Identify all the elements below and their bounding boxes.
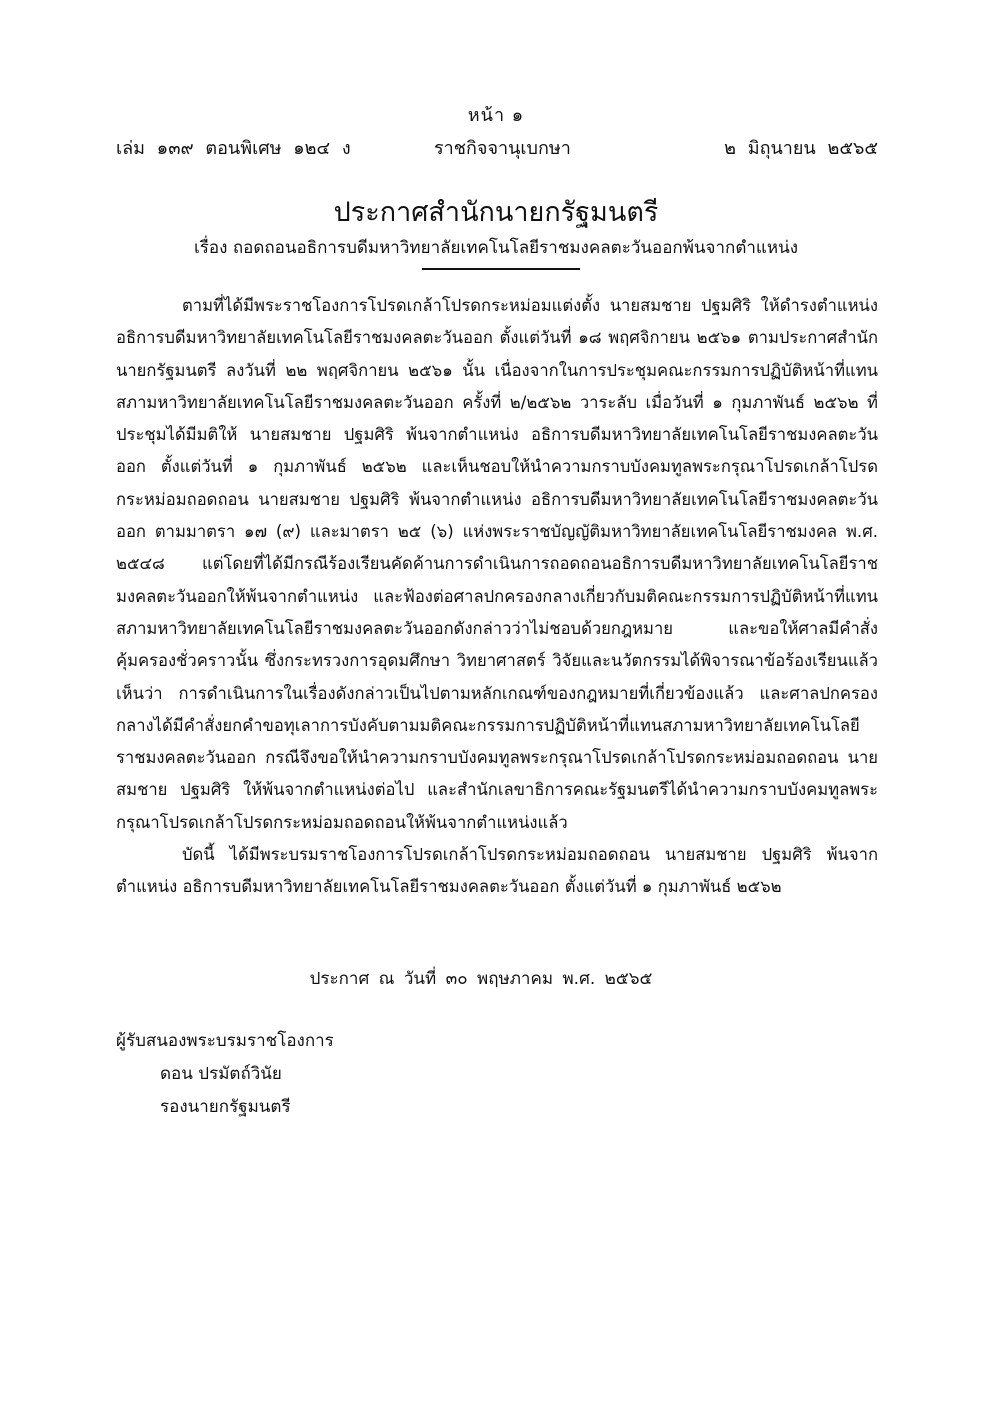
body-paragraph-2: บัดนี้ ได้มีพระบรมราชโองการโปรดเกล้าโปรดกระหม่อมถอดถอน นายสมชาย ปฐมศิริ พ้นจากตำแหน่ง อธิการบดีมหาวิทยาลัยเทคโนโลยีราชมงคลตะวันออก ตั้งแต่วันที่ ๑ กุมภาพันธ์ ๒๕๖๒ (116, 845, 878, 897)
signature-name: ดอน ปรมัตถ์วินัย (160, 1064, 282, 1084)
document-body (116, 290, 878, 904)
body-paragraph-1: ตามที่ได้มีพระราชโองการโปรดเกล้าโปรดกระหม่อมแต่งตั้ง นายสมชาย ปฐมศิริ ให้ดำรงตำแหน่ง อธิการบดีมหาวิทยาลัยเทคโนโลยีราชมงคลตะวันออก ตั้งแต่วันที่ ๑๘ พฤศจิกายน ๒๕๖๑ ตามประกาศสำนักนายกรัฐมนตรี ลงวันที่ ๒๒ พฤศจิกายน ๒๕๖๑ นั้น เนื่องจากในการประชุมคณะกรรมการปฏิบัติหน้าที่แทนสภามหาวิทยาลัยเทคโนโลยีราชมงคลตะวันออก ครั้งที่ ๒/๒๕๖๒ วาระลับ เมื่อวันที่ ๑ กุมภาพันธ์ ๒๕๖๒ ที่ประชุมได้มีมติให้ นายสมชาย ปฐมศิริ พ้นจากตำแหน่ง อธิการบดีมหาวิทยาลัยเทคโนโลยีราชมงคลตะวันออก ตั้งแต่วันที่ ๑ กุมภาพันธ์ ๒๕๖๒ และเห็นชอบให้นำความกราบบังคมทูลพระกรุณาโปรดเกล้าโปรดกระหม่อมถอดถอน นายสมชาย ปฐมศิริ พ้นจากตำแหน่ง อธิการบดีมหาวิทยาลัยเทคโนโลยีราชมงคลตะวันออก ตามมาตรา ๑๗ (๙) และมาตรา ๒๕ (๖) แห่งพระราชบัญญัติมหาวิทยาลัยเทคโนโลยีราชมงคล พ.ศ. ๒๕๔๘ แต่โดยที่ได้มีกรณีร้องเรียนคัดค้านการดำเนินการถอดถอนอธิการบดีมหาวิทยาลัยเทคโนโลยีราชมงคลตะวันออกให้พ้นจากตำแหน่ง และฟ้องต่อศาลปกครองกลางเกี่ยวกับมติคณะกรรมการปฏิบัติหน้าที่แทนสภามหาวิทยาลัยเทคโนโลยีราชมงคลตะวันออกดังกล่าวว่าไม่ชอบด้วยกฎหมาย และขอให้ศาลมีคำสั่งคุ้มครองชั่วคราวนั้น ซึ่งกระทรวงการอุดมศึกษา วิทยาศาสตร์ วิจัยและนวัตกรรมได้พิจารณาข้อร้องเรียนแล้วเห็นว่า การดำเนินการในเรื่องดังกล่าวเป็นไปตามหลักเกณฑ์ของกฎหมายที่เกี่ยวข้องแล้ว และศาลปกครองกลางได้มีคำสั่งยกคำขอทุเลาการบังคับตามมติคณะกรรมการปฏิบัติหน้าที่แทนสภามหาวิทยาลัยเทคโนโลยีราชมงคลตะวันออก กรณีจึงขอให้นำความกราบบังคมทูลพระกรุณาโปรดเกล้าโปรดกระหม่อมถอดถอน นายสมชาย ปฐมศิริ ให้พ้นจากตำแหน่งต่อไป และสำนักเลขาธิการคณะรัฐมนตรีได้นำความกราบบังคมทูลพระกรุณาโปรดเกล้าโปรดกระหม่อมถอดถอนให้พ้นจากตำแหน่งแล้ว (116, 296, 878, 832)
announcement-date: ประกาศ ณ วันที่ ๓๐ พฤษภาคม พ.ศ. ๒๕๖๕ (309, 969, 653, 989)
document-title: ประกาศสำนักนายกรัฐมนตรี (333, 197, 659, 228)
signature-block (116, 1025, 334, 1124)
signature-responsible: ผู้รับสนองพระบรมราชโองการ (116, 1031, 334, 1051)
page-number: หน้า ๑ (467, 105, 525, 126)
volume-info: เล่ม ๑๓๙ ตอนพิเศษ ๑๒๔ ง (116, 138, 351, 159)
signature-position: รองนายกรัฐมนตรี (160, 1097, 291, 1117)
publication-date: ๒ มิถุนายน ๒๕๖๕ (724, 138, 878, 159)
document-subject: เรื่อง ถอดถอนอธิการบดีมหาวิทยาลัยเทคโนโลยีราชมงคลตะวันออกพ้นจากตำแหน่ง (193, 238, 798, 258)
gazette-header (116, 133, 878, 159)
title-divider (422, 268, 580, 270)
publication-name: ราชกิจจานุเบกษา (434, 138, 571, 159)
